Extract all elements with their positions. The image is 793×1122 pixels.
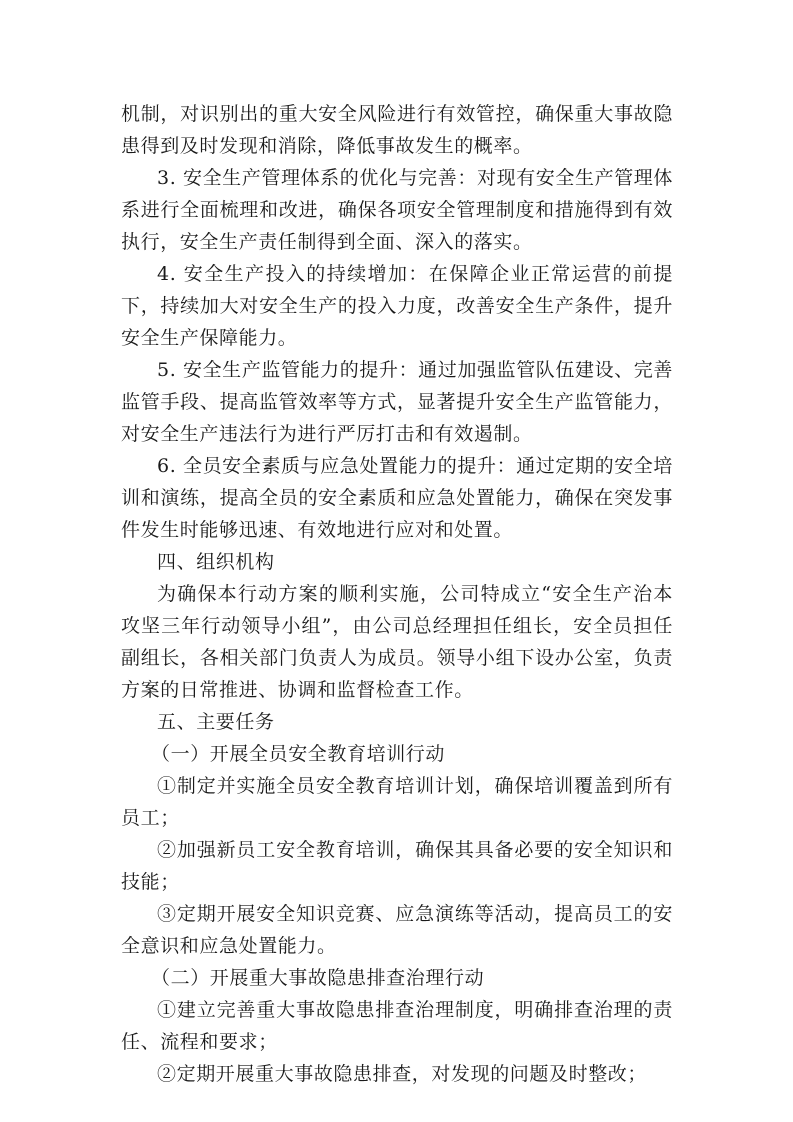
paragraph-item-5-supervision: 5. 安全生产监管能力的提升：通过加强监管队伍建设、完善监管手段、提高监管效率等方式，显著提升安全生产监管能力，对安全生产违法行为进行严厉打击和有效遏制。 — [121, 359, 673, 445]
heading-main-tasks: 五、主要任务 — [157, 711, 275, 733]
paragraph-item-4-investment: 4. 安全生产投入的持续增加：在保障企业正常运营的前提下，持续加大对安全生产的投入力度，改善安全生产条件，提升安全生产保障能力。 — [121, 263, 673, 349]
task-hazard-system: ①建立完善重大事故隐患排查治理制度，明确排查治理的责任、流程和要求； — [121, 999, 673, 1053]
paragraph-risk-control-continuation: 机制，对识别出的重大安全风险进行有效管控，确保重大事故隐患得到及时发现和消除，降低事故发生的概率。 — [121, 103, 673, 157]
subheading-safety-training: （一）开展全员安全教育培训行动 — [151, 743, 446, 765]
paragraph-item-6-emergency-capability: 6. 全员安全素质与应急处置能力的提升：通过定期的安全培训和演练，提高全员的安全素质和应急处置能力，确保在突发事件发生时能够迅速、有效地进行应对和处置。 — [121, 455, 673, 541]
task-training-plan: ①制定并实施全员安全教育培训计划，确保培训覆盖到所有员工； — [121, 775, 673, 829]
heading-organization: 四、组织机构 — [157, 551, 275, 573]
paragraph-organization: 为确保本行动方案的顺利实施，公司特成立“安全生产治本攻坚三年行动领导小组”，由公司总经理担任组长，安全员担任副组长，各相关部门负责人为成员。领导小组下设办公室，负责方案的日常推进、协调和监督检查工作。 — [121, 583, 673, 701]
task-new-employee-training: ②加强新员工安全教育培训，确保其具备必要的安全知识和技能； — [121, 839, 673, 893]
document-page — [121, 98, 673, 1090]
paragraph-item-3-management-system: 3. 安全生产管理体系的优化与完善：对现有安全生产管理体系进行全面梳理和改进，确保各项安全管理制度和措施得到有效执行，安全生产责任制得到全面、深入的落实。 — [121, 167, 673, 253]
subheading-hazard-investigation: （二）开展重大事故隐患排查治理行动 — [151, 967, 485, 989]
task-competitions-drills: ③定期开展安全知识竞赛、应急演练等活动，提高员工的安全意识和应急处置能力。 — [121, 903, 673, 957]
task-hazard-inspection: ②定期开展重大事故隐患排查，对发现的问题及时整改； — [157, 1063, 648, 1085]
